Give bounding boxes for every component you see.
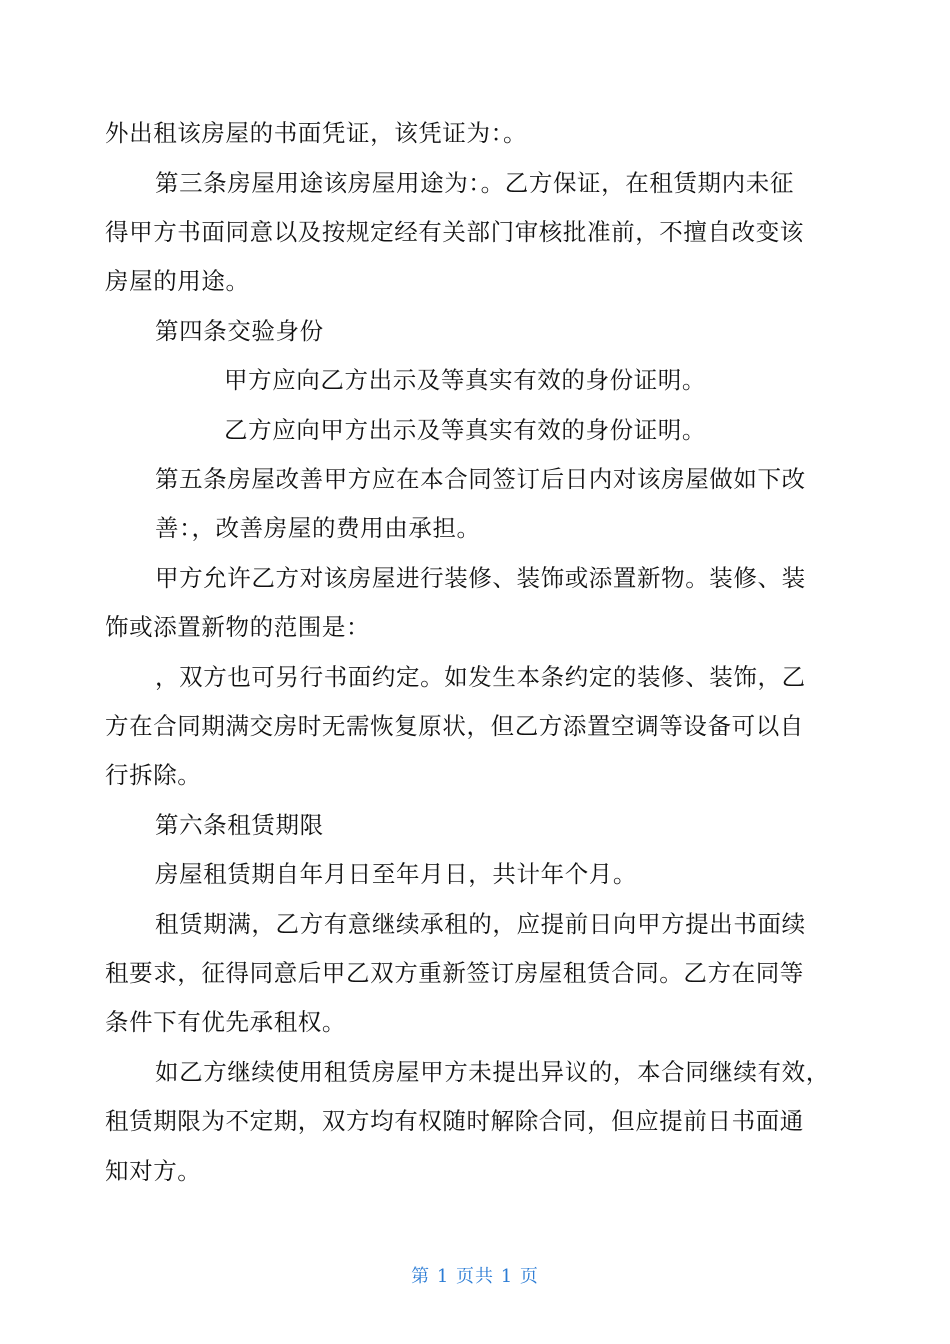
text-line: 知对方。 xyxy=(105,1157,202,1185)
text-line: 第五条房屋改善甲方应在本合同签订后日内对该房屋做如下改 xyxy=(155,465,806,493)
text-line: 甲方允许乙方对该房屋进行装修、装饰或添置新物。装修、装 xyxy=(155,564,806,592)
text-line: ，双方也可另行书面约定。如发生本条约定的装修、装饰，乙 xyxy=(155,663,806,691)
text-line: 如乙方继续使用租赁房屋甲方未提出异议的，本合同继续有效， xyxy=(155,1058,830,1086)
section-heading: 第六条租赁期限 xyxy=(155,811,324,839)
text-line: 饰或添置新物的范围是： xyxy=(105,613,371,641)
text-line: 第三条房屋用途该房屋用途为：。乙方保证，在租赁期内未征 xyxy=(155,169,794,197)
text-line: 得甲方书面同意以及按规定经有关部门审核批准前，不擅自改变该 xyxy=(105,218,804,246)
text-line: 外出租该房屋的书面凭证，该凭证为：。 xyxy=(105,119,528,147)
text-line: 租赁期满，乙方有意继续承租的，应提前日向甲方提出书面续 xyxy=(155,910,806,938)
text-line: 行拆除。 xyxy=(105,761,202,789)
text-line: 条件下有优先承租权。 xyxy=(105,1008,346,1036)
page-number-footer: 第 1 页共 1 页 xyxy=(411,1266,539,1287)
text-line: 乙方应向甲方出示及等真实有效的身份证明。 xyxy=(224,416,706,444)
text-line: 租要求，征得同意后甲乙双方重新签订房屋租赁合同。乙方在同等 xyxy=(105,959,804,987)
section-heading: 第四条交验身份 xyxy=(155,317,324,345)
text-line: 方在合同期满交房时无需恢复原状，但乙方添置空调等设备可以自 xyxy=(105,712,804,740)
text-line: 甲方应向乙方出示及等真实有效的身份证明。 xyxy=(224,366,706,394)
text-line: 房屋租赁期自年月日至年月日，共计年个月。 xyxy=(155,860,637,888)
text-line: 租赁期限为不定期，双方均有权随时解除合同，但应提前日书面通 xyxy=(105,1107,804,1135)
text-line: 房屋的用途。 xyxy=(105,267,250,295)
text-line: 善：，改善房屋的费用由承担。 xyxy=(155,514,481,542)
